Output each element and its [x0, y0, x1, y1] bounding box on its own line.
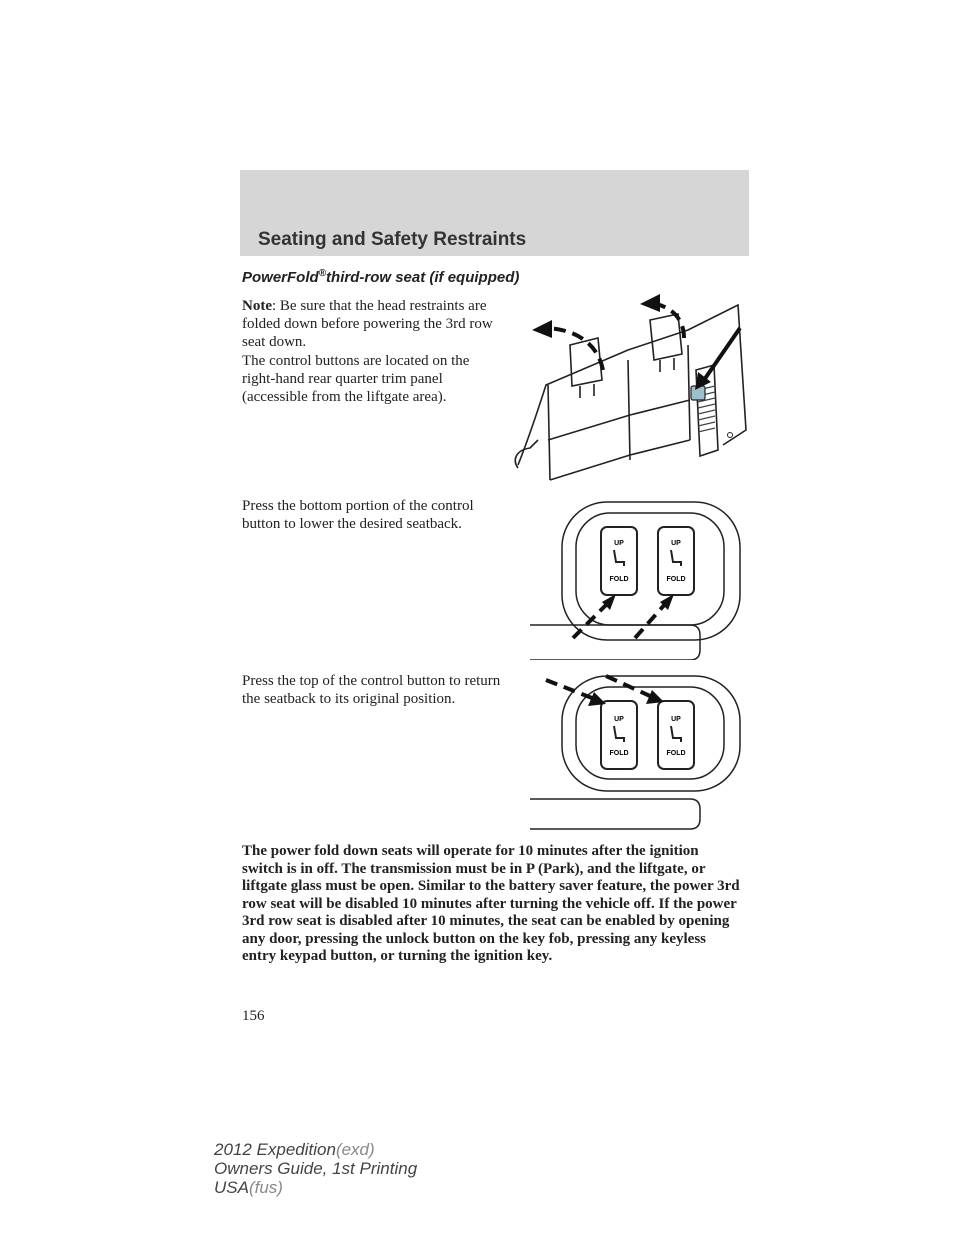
- fold-button-illustration: [530, 500, 745, 660]
- page-title: Seating and Safety Restraints: [258, 229, 527, 250]
- page-number: 156: [242, 1008, 265, 1024]
- footer-market-code: (fus): [248, 1178, 283, 1197]
- left-seat-button[interactable]: [601, 527, 637, 595]
- left-seat-button[interactable]: [601, 701, 637, 769]
- fold-label: FOLD: [666, 750, 686, 757]
- footer-market: USA: [214, 1178, 249, 1197]
- right-seat-button[interactable]: [658, 701, 694, 769]
- fold-label: FOLD: [609, 576, 629, 583]
- registered-mark: ®: [318, 268, 327, 279]
- up-button-illustration: [530, 674, 745, 834]
- note-label: Note: [242, 298, 272, 314]
- heading-main: PowerFold: [242, 269, 319, 286]
- fold-label: FOLD: [609, 750, 629, 757]
- heading-rest: third-row seat (if equipped): [326, 269, 520, 286]
- up-label: UP: [614, 540, 624, 547]
- press-bottom-paragraph: Press the bottom portion of the control button to lower the desired seatback.: [242, 498, 474, 532]
- fold-label: FOLD: [666, 576, 686, 583]
- up-label: UP: [671, 540, 681, 547]
- press-top-paragraph: Press the top of the control button to return the seatback to its original position.: [242, 673, 501, 707]
- footer: [214, 1140, 417, 1197]
- location-paragraph: The control buttons are located on the right-hand rear quarter trim panel (accessible from the liftgate area).: [242, 353, 470, 405]
- note-text: : Be sure that the head restraints are folded down before powering the 3rd row seat down.: [242, 298, 493, 350]
- seat-illustration: [508, 290, 748, 490]
- footer-printing: Owners Guide, 1st Printing: [214, 1159, 418, 1178]
- footer-model: 2012 Expedition: [214, 1140, 336, 1159]
- operation-paragraph: The power fold down seats will operate for 10 minutes after the ignition switch is in off. The transmission must be in P (Park), and the liftgate, or liftgate glass must be open. Similar to the battery saver feature, the power 3rd row seat will be disabled 10 minutes after turning the vehicle off. If the power 3rd row seat is disabled after 10 minutes, the seat can be enabled by opening any door, pressing the unlock button on the key fob, pressing any keyless entry keypad button, or turning the ignition key.: [242, 843, 740, 964]
- footer-model-code: (exd): [335, 1140, 375, 1159]
- up-label: UP: [671, 716, 681, 723]
- section-heading: [242, 268, 519, 286]
- note-paragraph: [242, 297, 502, 351]
- up-label: UP: [614, 716, 624, 723]
- right-seat-button[interactable]: [658, 527, 694, 595]
